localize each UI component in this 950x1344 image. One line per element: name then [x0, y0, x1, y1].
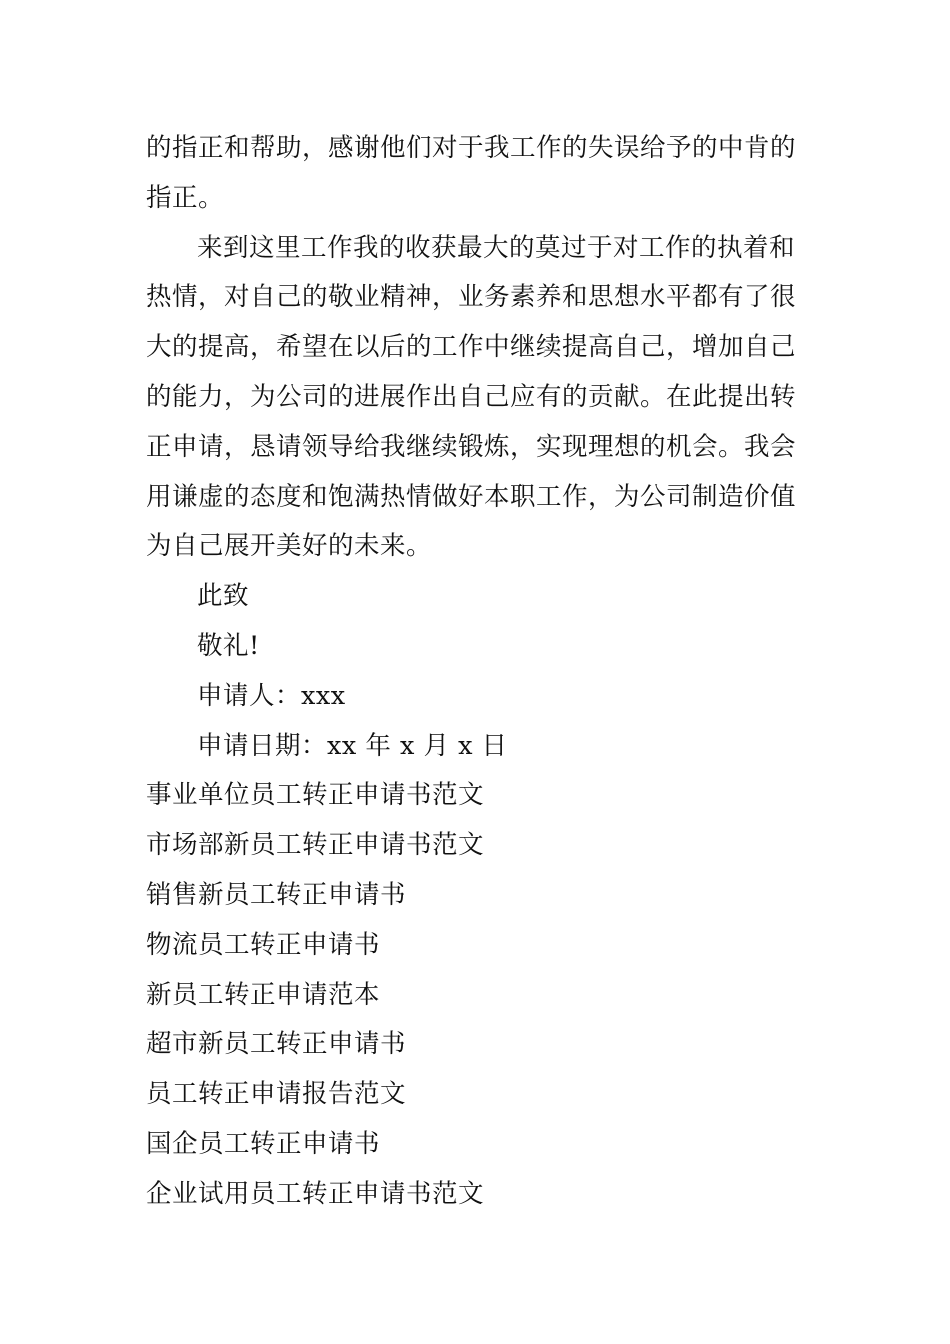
paragraph-2-line-5: 正申请，恳请领导给我继续锻炼，实现理想的机会。我会: [146, 431, 797, 462]
document-body: [146, 124, 808, 1220]
paragraph-2-line-4: 的能力，为公司的进展作出自己应有的贡献。在此提出转: [146, 381, 797, 412]
related-link[interactable]: 事业单位员工转正申请书范文: [146, 780, 485, 811]
paragraph-2-line-7: 为自己展开美好的未来。: [146, 531, 433, 562]
related-link[interactable]: 员工转正申请报告范文: [146, 1079, 407, 1110]
date-line: 申请日期：xx 年 x 月 x 日: [197, 730, 508, 761]
salutation-2: 敬礼!: [197, 630, 260, 661]
applicant-line: 申请人：xxx: [197, 680, 346, 711]
related-link[interactable]: 市场部新员工转正申请书范文: [146, 830, 485, 861]
paragraph-2-line-3: 大的提高，希望在以后的工作中继续提高自己，增加自己: [146, 332, 797, 363]
paragraph-2-line-2: 热情，对自己的敬业精神，业务素养和思想水平都有了很: [146, 282, 797, 313]
paragraph-2-line-1: 来到这里工作我的收获最大的莫过于对工作的执着和: [197, 232, 796, 263]
related-link[interactable]: 国企员工转正申请书: [146, 1128, 381, 1159]
related-link[interactable]: 企业试用员工转正申请书范文: [146, 1178, 485, 1209]
paragraph-1-line-1: 的指正和帮助，感谢他们对于我工作的失误给予的中肯的: [146, 133, 797, 163]
related-link[interactable]: 新员工转正申请范本: [146, 979, 381, 1010]
related-link[interactable]: 物流员工转正申请书: [146, 929, 381, 960]
related-link[interactable]: 超市新员工转正申请书: [146, 1029, 407, 1060]
paragraph-2-line-6: 用谦虚的态度和饱满热情做好本职工作，为公司制造价值: [146, 481, 797, 512]
related-link[interactable]: 销售新员工转正申请书: [146, 879, 407, 910]
paragraph-1-line-2: 指正。: [146, 182, 225, 213]
salutation-1: 此致: [197, 581, 250, 612]
